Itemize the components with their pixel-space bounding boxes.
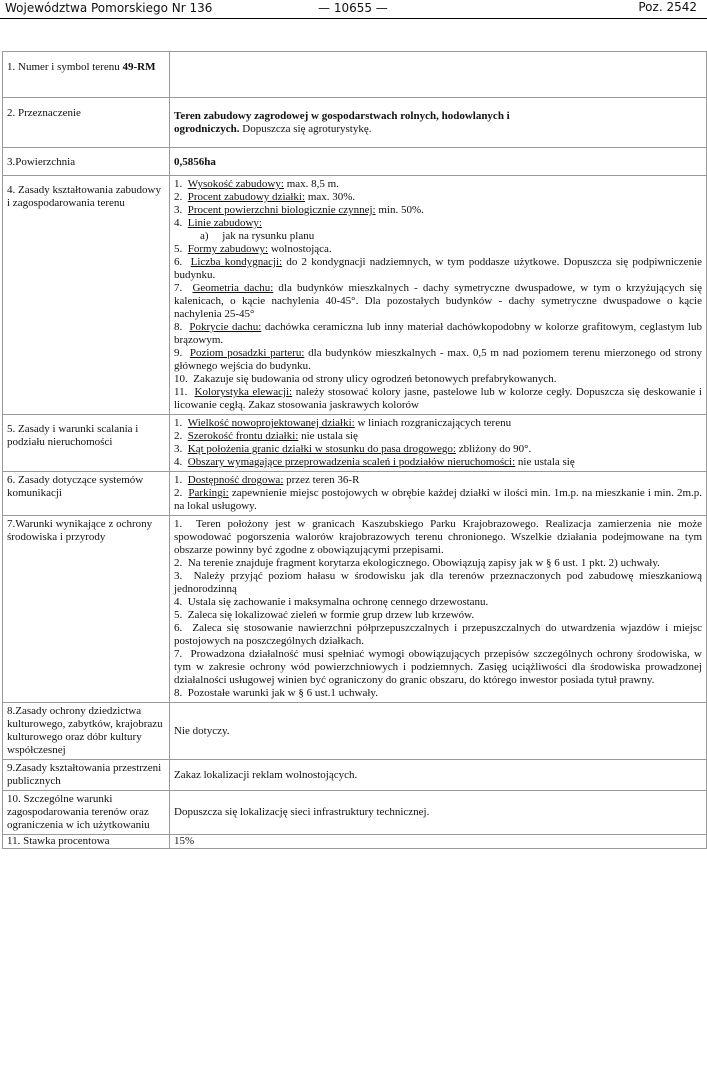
item-heading: Wielkość nowoprojektowanej działki:	[187, 417, 355, 429]
list-item	[174, 518, 702, 557]
list-item	[174, 417, 702, 430]
item-number: 5.	[174, 609, 183, 621]
item-text: dla budynków mieszkalnych - max. 0,5 m nad poziomem terenu mierzonego od strony głównego wejścia do budynku.	[174, 347, 702, 372]
row-value	[170, 415, 707, 472]
list-item	[174, 178, 702, 191]
row-label: 6. Zasady dotyczące systemów komunikacji	[3, 472, 170, 516]
list-item	[174, 230, 702, 243]
item-number: 1.	[174, 178, 183, 190]
row-label: 5. Zasady i warunki scalania i podziału nieruchomości	[3, 415, 170, 472]
item-number: 5.	[174, 243, 183, 255]
table-row	[3, 98, 707, 148]
row-label: 4. Zasady kształtowania zabudowy i zagospodarowania terenu	[3, 176, 170, 415]
journal-title: Województwa Pomorskiego Nr 136	[5, 1, 213, 15]
item-text: Należy przyjąć poziom hałasu w środowisku jak dla terenów przeznaczonych pod zabudowę mieszkaniową jednorodzinną	[174, 570, 703, 595]
item-text: Zakazuje się budowania od strony ulicy ogrodzeń betonowych prefabrykowanych.	[193, 373, 557, 385]
item-heading: Geometria dachu:	[192, 282, 274, 294]
item-heading: Pokrycie dachu:	[189, 321, 262, 333]
position-number: Poz. 2542	[638, 0, 697, 14]
item-number: 2.	[174, 557, 183, 569]
list-item	[174, 204, 702, 217]
list-item	[174, 243, 702, 256]
row-label: 9.Zasady kształtowania przestrzeni publicznych	[3, 760, 170, 791]
item-number: 2.	[174, 191, 183, 203]
item-number: 2.	[174, 430, 183, 442]
item-number: 3.	[174, 204, 183, 216]
table-row	[3, 835, 707, 849]
item-number: 10.	[174, 373, 188, 385]
item-number: 2.	[174, 487, 183, 499]
header-rule	[0, 18, 707, 19]
list-item	[174, 191, 702, 204]
item-heading: Formy zabudowy:	[187, 243, 269, 255]
table-row	[3, 52, 707, 98]
table-row	[3, 148, 707, 176]
row-value: Dopuszcza się lokalizację sieci infrastruktury technicznej.	[170, 791, 707, 835]
row-value: Zakaz lokalizacji reklam wolnostojących.	[170, 760, 707, 791]
item-number: 4.	[174, 217, 183, 229]
item-text: max. 30%.	[305, 191, 356, 203]
list-item	[174, 282, 702, 321]
row-label: 11. Stawka procentowa	[3, 835, 170, 849]
table-row	[3, 760, 707, 791]
list-item	[174, 487, 702, 513]
list-item	[174, 347, 702, 373]
list-item	[174, 570, 702, 596]
item-number: 8.	[174, 321, 183, 333]
item-number: 1.	[174, 417, 183, 429]
item-text: do 2 kondygnacji nadziemnych, w tym poddasze użytkowe. Dopuszcza się podpiwniczenie budynku.	[174, 256, 703, 281]
row-value	[170, 472, 707, 516]
item-text: zbliżony do 90°.	[455, 443, 532, 455]
table-row	[3, 415, 707, 472]
item-heading: Poziom posadzki parteru:	[189, 347, 305, 359]
item-heading: Linie zabudowy:	[187, 217, 262, 229]
list-item	[174, 256, 702, 282]
row-value	[170, 52, 707, 98]
item-text: dachówka ceramiczna lub inny materiał dachówkopodobny w kolorze grafitowym, ceglastym lub brązowym.	[174, 321, 702, 346]
list-item	[174, 648, 702, 687]
item-number: 3.	[174, 443, 183, 455]
item-text: dla budynków mieszkalnych - dachy symetryczne dwuspadowe, w tym o krzyżujących się kalenicach, o kącie nachylenia 40-45°. Dla pozostałych budynków - dachy symetryczne dwuspadowe o kącie nachylenia 25-45°	[174, 282, 703, 320]
list-item	[174, 687, 702, 700]
item-text: wolnostojąca.	[268, 243, 332, 255]
item-number: 9.	[174, 347, 183, 359]
item-number: 7.	[174, 282, 183, 294]
item-number: 6.	[174, 256, 183, 268]
item-number: 4.	[174, 596, 183, 608]
item-text: Prowadzona działalność musi spełniać wymogi obowiązujących przepisów szczególnych ochrony środowiska, w tym w zakresie ochrony wód powierzchniowych i podziemnych. Zasięg uciążliwości dla środowiska prowadzonej działalności usługowej winien być ograniczony do granic obszaru, do którego inwestor posiada tytuł prawny.	[174, 648, 702, 686]
item-number: 3.	[174, 570, 183, 582]
item-text: zapewnienie miejsc postojowych w obrębie każdej działki w ilości min. 1m.p. na mieszkanie i min. 2m.p. na lokal usługowy.	[174, 487, 702, 512]
row-value: Teren zabudowy zagrodowej w gospodarstwach rolnych, hodowlanych i ogrodniczych. Dopuszcza się agroturystykę.	[170, 98, 707, 148]
item-heading: Kąt położenia granic działki w stosunku do pasa drogowego:	[187, 443, 456, 455]
plan-table	[2, 51, 707, 849]
list-item	[174, 557, 702, 570]
item-heading: Wysokość zabudowy:	[187, 178, 284, 190]
row-value	[170, 516, 707, 703]
row-label: 2. Przeznaczenie	[3, 98, 170, 148]
item-number: a)	[200, 230, 209, 242]
item-text: Teren położony jest w granicach Kaszubskiego Parku Krajobrazowego. Realizacja zamierzenia nie może spowodować pogorszenia walorów krajobrazowych terenu chronionego. Wszelkie działania podejmowane na tym obszarze powinny być zgodne z obowiązującymi przepisami.	[174, 518, 702, 556]
row-value: 15%	[170, 835, 707, 849]
row-value: Nie dotyczy.	[170, 703, 707, 760]
item-text: min. 50%.	[375, 204, 424, 216]
item-text: przez teren 36-R	[283, 474, 360, 486]
list-item	[174, 373, 702, 386]
table-row	[3, 703, 707, 760]
item-number: 1.	[174, 474, 183, 486]
page-header	[0, 0, 707, 18]
item-text: Ustala się zachowanie i maksymalna ochronę cennego drzewostanu.	[187, 596, 489, 608]
table-row	[3, 176, 707, 415]
item-number: 4.	[174, 456, 183, 468]
item-number: 8.	[174, 687, 183, 699]
page-number: — 10655 —	[318, 1, 388, 15]
row-label: 8.Zasady ochrony dziedzictwa kulturowego, zabytków, krajobrazu kulturowego oraz dóbr kultury współczesnej	[3, 703, 170, 760]
item-heading: Liczba kondygnacji:	[190, 256, 283, 268]
table-row	[3, 791, 707, 835]
item-heading: Kolorystyka elewacji:	[194, 386, 293, 398]
row-value	[170, 176, 707, 415]
item-heading: Dostępność drogowa:	[187, 474, 284, 486]
item-number: 7.	[174, 648, 183, 660]
item-number: 6.	[174, 622, 183, 634]
table-row	[3, 472, 707, 516]
list-item	[174, 622, 702, 648]
item-text: nie ustala się	[515, 456, 575, 468]
list-item	[174, 430, 702, 443]
list-item	[174, 321, 702, 347]
item-text: w liniach rozgraniczających terenu	[354, 417, 512, 429]
terrain-symbol: 49-RM	[122, 61, 156, 73]
item-number: 1.	[174, 518, 183, 530]
item-text: jak na rysunku planu	[222, 230, 315, 242]
item-heading: Procent powierzchni biologicznie czynnej:	[187, 204, 376, 216]
row-label: 1. Numer i symbol terenu 49-RM	[3, 52, 170, 98]
list-item	[174, 386, 702, 412]
list-item	[174, 456, 702, 469]
item-text: należy stosować kolory jasne, pastelowe lub w kolorze cegły. Dopuszcza się deskowanie i licowanie cegłą. Zakaz stosowania jaskrawych kolorów	[174, 386, 702, 411]
item-number: 11.	[174, 386, 188, 398]
row-label: 7.Warunki wynikające z ochrony środowiska i przyrody	[3, 516, 170, 703]
list-item	[174, 609, 702, 622]
item-text: nie ustala się	[298, 430, 358, 442]
item-heading: Szerokość frontu działki:	[187, 430, 299, 442]
list-item	[174, 443, 702, 456]
table-row	[3, 516, 707, 703]
list-item	[174, 596, 702, 609]
row-label: 3.Powierzchnia	[3, 148, 170, 176]
list-item	[174, 217, 702, 230]
item-text: Zaleca się lokalizować zieleń w formie grup drzew lub krzewów.	[187, 609, 475, 621]
item-text: Na terenie znajduje fragment korytarza ekologicznego. Obowiązują zapisy jak w § 6 ust. 1 pkt. 2) uchwały.	[187, 557, 660, 569]
item-heading: Procent zabudowy działki:	[187, 191, 306, 203]
row-label: 10. Szczególne warunki zagospodarowania terenów oraz ograniczenia w ich użytkowaniu	[3, 791, 170, 835]
item-text: Zaleca się stosowanie nawierzchni półprzepuszczalnych i przepuszczalnych do utwardzenia wjazdów i miejsc postojowych na poszczególnych działkach.	[174, 622, 702, 647]
item-heading: Parkingi:	[188, 487, 229, 499]
item-heading: Obszary wymagające przeprowadzenia scaleń i podziałów nieruchomości:	[187, 456, 516, 468]
item-text: Pozostałe warunki jak w § 6 ust.1 uchwały.	[187, 687, 378, 699]
row-value: 0,5856ha	[170, 148, 707, 176]
item-text: max. 8,5 m.	[283, 178, 339, 190]
list-item	[174, 474, 702, 487]
